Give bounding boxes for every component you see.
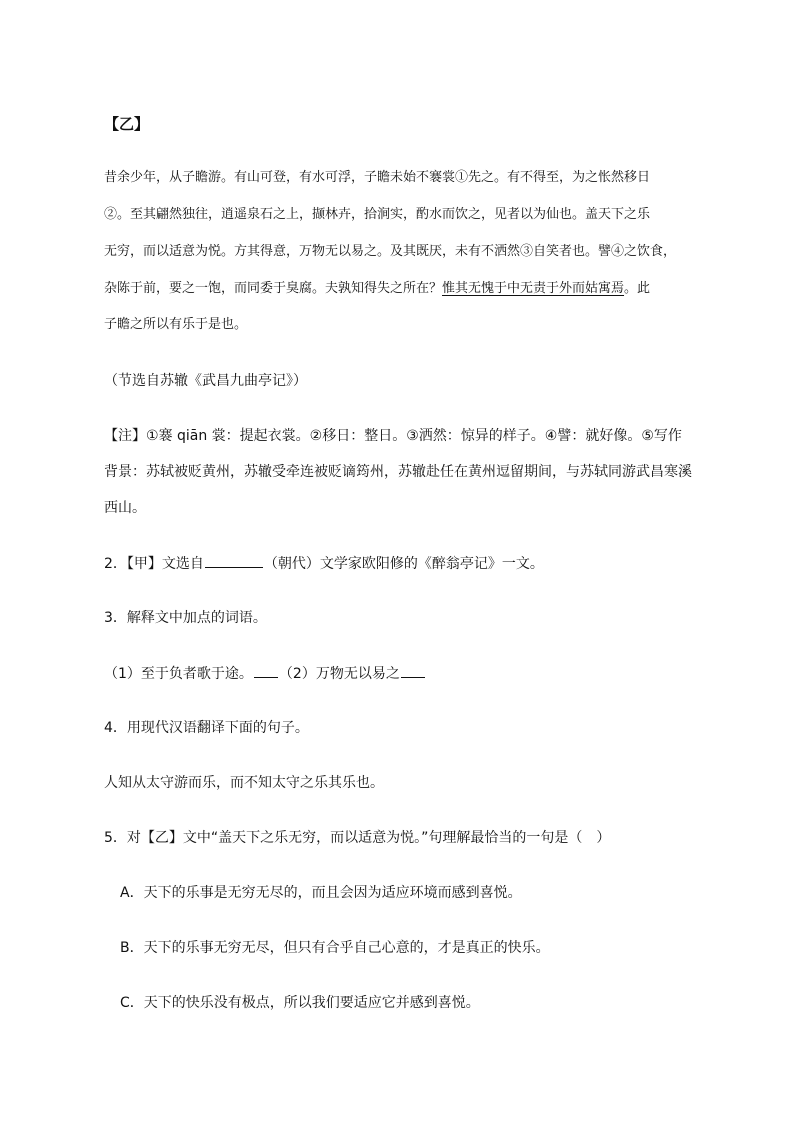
passage-line: 子瞻之所以有乐于是也。 <box>104 317 248 332</box>
note-line: 西山。 <box>104 500 146 516</box>
answer-blank[interactable] <box>205 553 263 568</box>
source-citation: （节选自苏辙《武昌九曲亭记》） <box>104 373 307 389</box>
passage-line: ②。至其翩然独往，逍遥泉石之上，撷林卉，拾涧实，酌水而饮之，见者以为仙也。盖天下之乐 <box>104 207 651 222</box>
answer-blank[interactable] <box>401 663 425 678</box>
question-3: 3．解释文中加点的词语。 <box>104 610 267 626</box>
note-line: 背景：苏轼被贬黄州，苏辙受牵连被贬谪筠州，苏辙赴任在黄州逗留期间，与苏轼同游武昌寒溪 <box>104 464 692 480</box>
underlined-sentence: 惟其无愧于中无责于外而姑寓焉 <box>442 281 625 296</box>
question-2 <box>104 553 544 574</box>
question-4: 4．用现代汉语翻译下面的句子。 <box>104 720 309 736</box>
option-b[interactable]: B．天下的乐事无穷无尽，但只有合乎自己心意的，才是真正的快乐。 <box>120 940 550 956</box>
passage-text: 。此 <box>624 281 651 296</box>
translation-sentence: 人知从太守游而乐，而不知太守之乐其乐也。 <box>104 775 384 791</box>
section-label: 【乙】 <box>104 115 150 133</box>
question-text: （朝代）文学家欧阳修的《醉翁亭记》一文。 <box>263 556 544 572</box>
question-item: （2）万物无以易之 <box>278 666 400 682</box>
passage-line: 昔余少年，从子瞻游。有山可登，有水可浮，子瞻未始不褰裳①先之。有不得至，为之怅然移日 <box>104 170 651 185</box>
question-5: 5．对【乙】文中“盖天下之乐无穷，而以适意为悦。”句理解最恰当的一句是（ ） <box>104 830 611 846</box>
passage-line <box>104 279 650 299</box>
option-c[interactable]: C．天下的快乐没有极点，所以我们要适应它并感到喜悦。 <box>120 995 480 1011</box>
passage-line: 无穷，而以适意为悦。方其得意，万物无以易之。及其既厌，未有不洒然③自笑者也。譬④之饮食， <box>104 244 677 259</box>
note-line: 【注】①褰 qiān 裳：提起衣裳。②移日：整日。③洒然：惊异的样子。④譬：就好像。⑤写作 <box>104 428 682 444</box>
question-item: （1）至于负者歌于途。 <box>104 666 253 682</box>
answer-blank[interactable] <box>254 663 278 678</box>
question-3-items <box>104 663 426 684</box>
passage-text: 杂陈于前，要之一饱，而同委于臭腐。夫孰知得失之所在？ <box>104 281 443 296</box>
option-a[interactable]: A．天下的乐事是无穷无尽的，而且会因为适应环境而感到喜悦。 <box>120 885 522 901</box>
question-text: 2．【甲】文选自 <box>104 556 204 572</box>
